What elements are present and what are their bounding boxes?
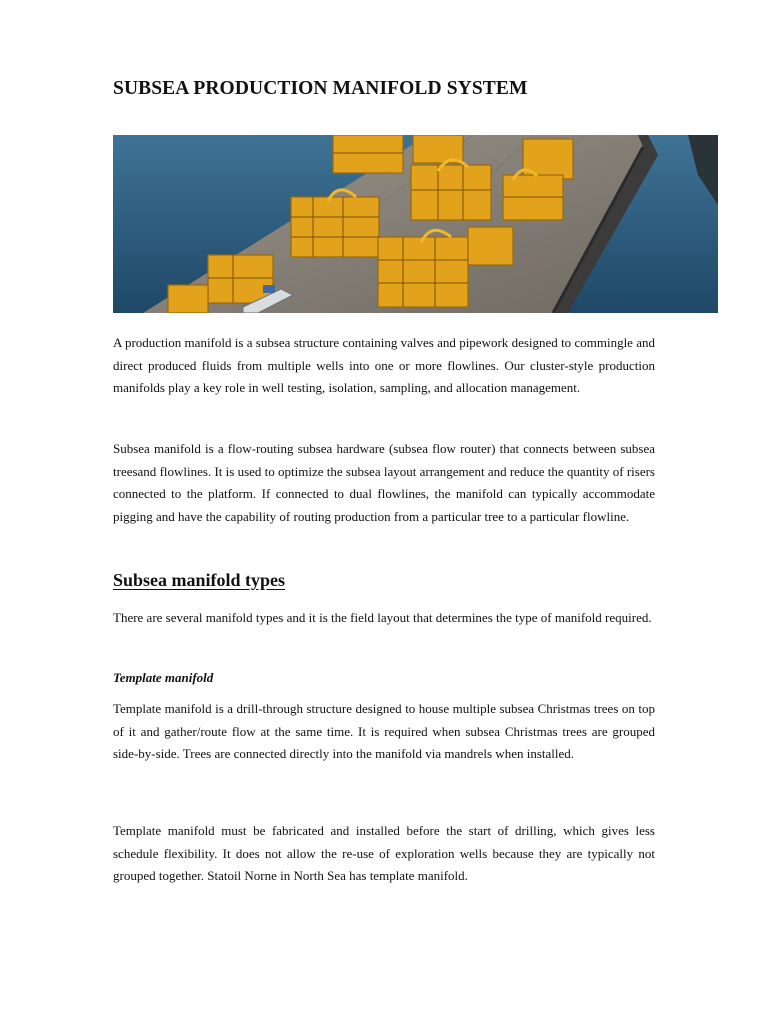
paragraph-production-manifold: A production manifold is a subsea structure containing valves and pipework designed to commingle and direct produced fluids from multiple wells into one or more flowlines. Our cluster-style production manifolds play a key role in well testing, isolation, sampling, and allocation management. — [113, 335, 655, 396]
paragraph-manifold-types-intro: There are several manifold types and it is the field layout that determines the type of manifold required. — [113, 610, 652, 625]
subheading-template-manifold: Template manifold — [113, 670, 214, 685]
section-heading: Subsea manifold types — [113, 570, 286, 590]
manifold-barge-photo — [113, 135, 718, 313]
paragraph-subsea-manifold: Subsea manifold is a flow-routing subsea hardware (subsea flow router) that connects between subsea treesand flowlines. It is used to optimize the subsea layout arrangement and reduce the quantity of risers connected to the platform. If connected to dual flowlines, the manifold can typically accommodate pigging and have the capability of routing production from a particular tree to a particular flowline. — [113, 441, 655, 524]
paragraph-template-manifold-1: Template manifold is a drill-through structure designed to house multiple subsea Christmas trees on top of it and gather/route flow at the same time. It is required when subsea Christmas trees are grouped side-by-side. Trees are connected directly into the manifold via mandrels when installed. — [113, 701, 655, 762]
barge-illustration — [113, 135, 718, 313]
page-title: SUBSEA PRODUCTION MANIFOLD SYSTEM — [113, 78, 528, 99]
paragraph-template-manifold-2: Template manifold must be fabricated and installed before the start of drilling, which gives less schedule flexibility. It does not allow the re-use of exploration wells because they are typically not grouped together. Statoil Norne in North Sea has template manifold. — [113, 823, 655, 884]
